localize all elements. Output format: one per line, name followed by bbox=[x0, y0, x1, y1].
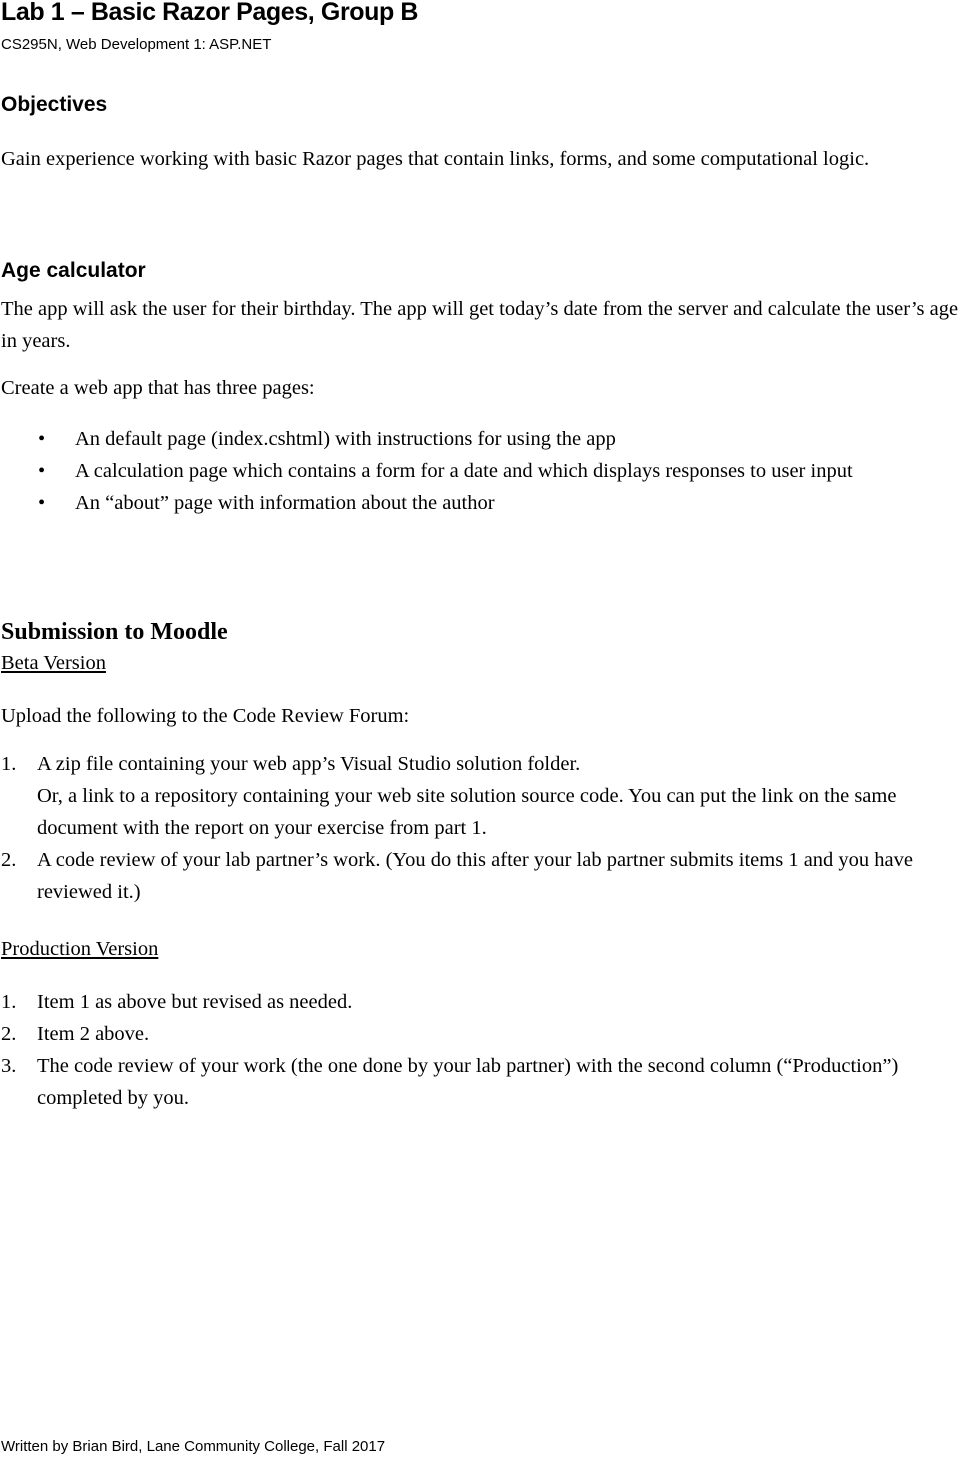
production-version-heading: Production Version bbox=[1, 938, 159, 960]
objectives-text: Gain experience working with basic Razor pages that contain links, forms, and some computational logic. bbox=[1, 148, 870, 170]
objectives-heading: Objectives bbox=[1, 93, 108, 116]
submission-heading: Submission to Moodle bbox=[1, 619, 228, 645]
list-item: • A calculation page which contains a form for a date and which displays responses to user input bbox=[0, 455, 966, 487]
list-item: • An default page (index.cshtml) with instructions for using the app bbox=[0, 423, 966, 455]
bullet-marker: • bbox=[38, 460, 46, 482]
list-item: 2. A code review of your lab partner’s work. (You do this after your lab partner submits items 1 and you have reviewed it.) bbox=[1, 849, 913, 903]
pages-bullet-list bbox=[0, 423, 966, 519]
list-item: 2. Item 2 above. bbox=[1, 1023, 150, 1045]
age-calculator-heading: Age calculator bbox=[1, 259, 146, 282]
age-calculator-pages-intro: Create a web app that has three pages: bbox=[1, 377, 315, 399]
list-item: 1. A zip file containing your web app’s Visual Studio solution folder. Or, a link to a repository containing your web site solution source code. You can put the link on the same document with the report on your exercise from part 1. bbox=[1, 753, 897, 839]
production-items-list bbox=[0, 986, 966, 1114]
beta-intro: Upload the following to the Code Review Forum: bbox=[1, 705, 410, 727]
list-item: 3. The code review of your work (the one done by your lab partner) with the second column (“Production”) completed by you. bbox=[1, 1055, 899, 1109]
list-item: 1. Item 1 as above but revised as needed. bbox=[1, 991, 353, 1013]
age-calculator-description: The app will ask the user for their birthday. The app will get today’s date from the server and calculate the user’s age in years. bbox=[1, 298, 959, 352]
bullet-marker: • bbox=[38, 492, 46, 514]
page-footer: Written by Brian Bird, Lane Community College, Fall 2017 bbox=[1, 1438, 386, 1455]
bullet-marker: • bbox=[38, 428, 46, 450]
course-subtitle: CS295N, Web Development 1: ASP.NET bbox=[1, 36, 272, 53]
beta-items-list bbox=[0, 748, 966, 908]
list-item: • An “about” page with information about the author bbox=[0, 487, 966, 519]
beta-version-heading: Beta Version bbox=[1, 652, 106, 674]
page-title: Lab 1 – Basic Razor Pages, Group B bbox=[1, 0, 419, 26]
